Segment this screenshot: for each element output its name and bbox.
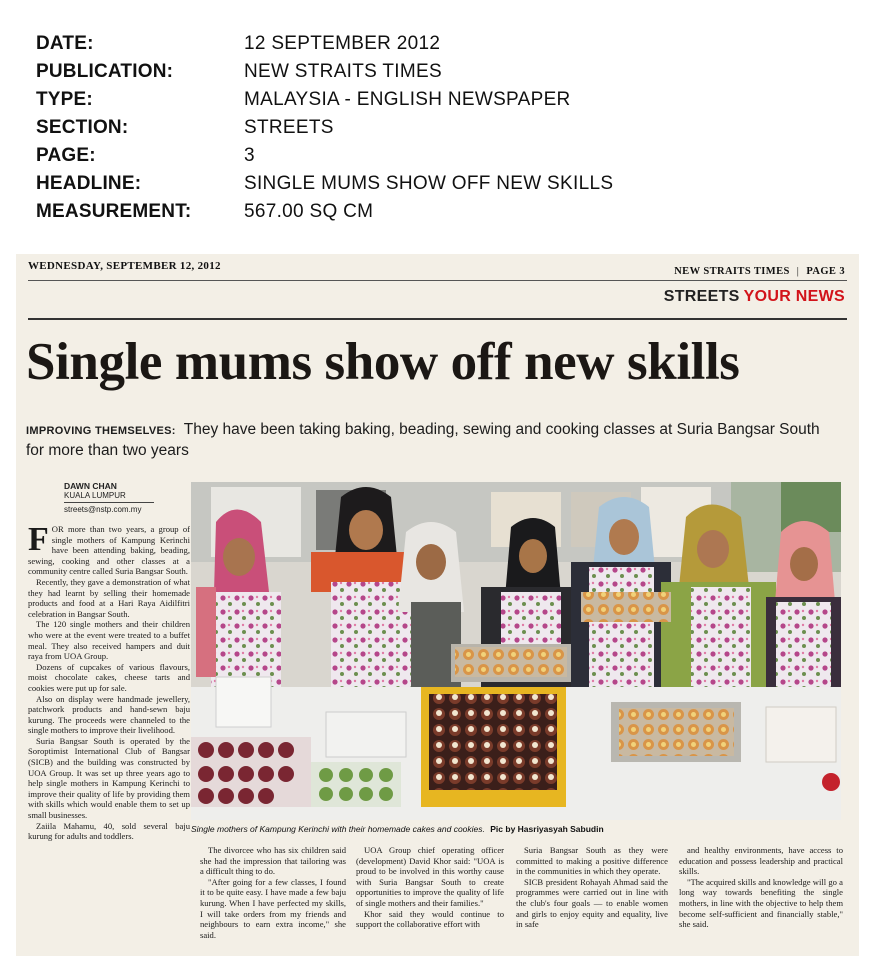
meta-value: SINGLE MUMS SHOW OFF NEW SKILLS bbox=[244, 173, 614, 194]
article-column-3 bbox=[356, 845, 504, 930]
page-label: PAGE 3 bbox=[806, 266, 845, 277]
meta-value: STREETS bbox=[244, 117, 334, 138]
article-photo bbox=[191, 482, 841, 820]
dateline: WEDNESDAY, SEPTEMBER 12, 2012 bbox=[28, 260, 221, 272]
page-header bbox=[674, 266, 845, 277]
meta-value: 567.00 SQ CM bbox=[244, 201, 374, 222]
meta-row-section bbox=[36, 114, 836, 142]
kicker: IMPROVING THEMSELVES: bbox=[26, 425, 176, 437]
divider bbox=[28, 280, 847, 281]
meta-label: TYPE: bbox=[36, 89, 93, 110]
article-column-4 bbox=[516, 845, 668, 930]
article-headline: Single mums show off new skills bbox=[26, 333, 740, 391]
paragraph: The 120 single mothers and their children who were at the event were treated to a buffet meal. They also received hampers and duit raya from UOA Group. bbox=[28, 619, 190, 662]
meta-label: DATE: bbox=[36, 33, 94, 54]
byline bbox=[64, 482, 184, 514]
meta-row-date bbox=[36, 30, 836, 58]
newspaper-clipping bbox=[16, 254, 859, 956]
byline-email: streets@nstp.com.my bbox=[64, 505, 142, 514]
paragraph: UOA Group chief operating officer (development) David Khor said: "UOA is proud to be involved in this worthy cause with Suria Bangsar South to create opportunities to improve the quality of life of single mothers and their families." bbox=[356, 845, 504, 908]
paragraph: SICB president Rohayah Ahmad said the programmes were carried out in line with the club's four goals — to enable women and girls to enjoy equity and equality, live in safe bbox=[516, 876, 668, 930]
paragraph: Dozens of cupcakes of various flavours, moist chocolate cakes, cheese tarts and cookies were put up for sale. bbox=[28, 661, 190, 693]
standfirst bbox=[26, 420, 826, 461]
article-column-1 bbox=[28, 521, 190, 842]
photo-credit: Pic by Hasriyasyah Sabudin bbox=[490, 824, 604, 834]
publication-name: NEW STRAITS TIMES bbox=[674, 266, 790, 277]
paragraph: Also on display were handmade jewellery, patchwork products and hand-sewn baju kurung. The proceeds were channeled to the single mothers to improve their livelihood. bbox=[28, 693, 190, 736]
paragraph: "After going for a few classes, I found it to be quite easy. I have made a few baju kurung. When I have perfected my skills, I will take orders from my friends and neighbours to earn extra income," she said. bbox=[200, 876, 346, 940]
paragraph: Suria Bangsar South is operated by the Soroptimist International Club of Bangsar (SICB) and the building was constructed by UOA Group. It was set up three years ago to help single mothers in Kampung Kerinchi to improve their quality of life by providing them with skills which would enable them to set up small businesses. bbox=[28, 735, 190, 821]
article-column-5 bbox=[679, 845, 843, 930]
photo-caption bbox=[191, 824, 841, 835]
section-label bbox=[664, 288, 845, 306]
paragraph: FOR more than two years, a group of single mothers of Kampung Kerinchi have been attending baking, beading, sewing, cooking and other classes at a community centre called Suria Bangsar South. bbox=[28, 521, 190, 577]
meta-row-measurement bbox=[36, 198, 836, 226]
meta-label: HEADLINE: bbox=[36, 173, 142, 194]
paragraph: Zaiila Mahamu, 40, sold several baju kurung for adults and toddlers. bbox=[28, 820, 190, 842]
meta-value: 3 bbox=[244, 145, 255, 166]
standfirst-text: They have been taking baking, beading, sewing and cooking classes at Suria Bangsar South for more than two years bbox=[26, 421, 820, 459]
drop-cap: F bbox=[28, 521, 49, 558]
meta-label: MEASUREMENT: bbox=[36, 201, 192, 222]
photo-illustration bbox=[191, 482, 841, 820]
meta-label: PAGE: bbox=[36, 145, 96, 166]
separator: | bbox=[796, 266, 800, 277]
meta-label: PUBLICATION: bbox=[36, 61, 174, 82]
article-column-2 bbox=[200, 845, 346, 940]
paragraph: and healthy environments, have access to education and possess leadership and practical skills. bbox=[679, 845, 843, 877]
meta-value: NEW STRAITS TIMES bbox=[244, 61, 442, 82]
meta-row-headline bbox=[36, 170, 836, 198]
meta-row-publication bbox=[36, 58, 836, 86]
meta-value: MALAYSIA - ENGLISH NEWSPAPER bbox=[244, 89, 571, 110]
section-streets: STREETS bbox=[663, 288, 740, 305]
byline-name: DAWN CHAN bbox=[64, 481, 117, 491]
divider bbox=[64, 502, 154, 503]
paragraph: Khor said they would continue to support the collaborative effort with bbox=[356, 908, 504, 930]
meta-value: 12 SEPTEMBER 2012 bbox=[244, 33, 441, 54]
clipping-metadata bbox=[36, 30, 836, 226]
paragraph: Suria Bangsar South as they were committed to making a positive difference in the communities in which they operate. bbox=[516, 845, 668, 877]
paragraph: "The acquired skills and knowledge will go a long way towards benefiting the single mothers, in line with the objective to help them become self-sufficient and financially stable," she said. bbox=[679, 876, 843, 930]
meta-row-type bbox=[36, 86, 836, 114]
byline-place: KUALA LUMPUR bbox=[64, 491, 126, 500]
meta-label: SECTION: bbox=[36, 117, 129, 138]
divider bbox=[28, 318, 847, 320]
paragraph: Recently, they gave a demonstration of what they had learnt by selling their homemade products and food at a Hari Raya Aidilfitri celebration in Bangsar South. bbox=[28, 576, 190, 619]
meta-row-page bbox=[36, 142, 836, 170]
section-your-news: YOUR NEWS bbox=[743, 288, 845, 305]
caption-text: Single mothers of Kampung Kerinchi with their homemade cakes and cookies. bbox=[191, 824, 485, 834]
paragraph: The divorcee who has six children said she had the impression that tailoring was a difficult thing to do. bbox=[200, 845, 346, 877]
